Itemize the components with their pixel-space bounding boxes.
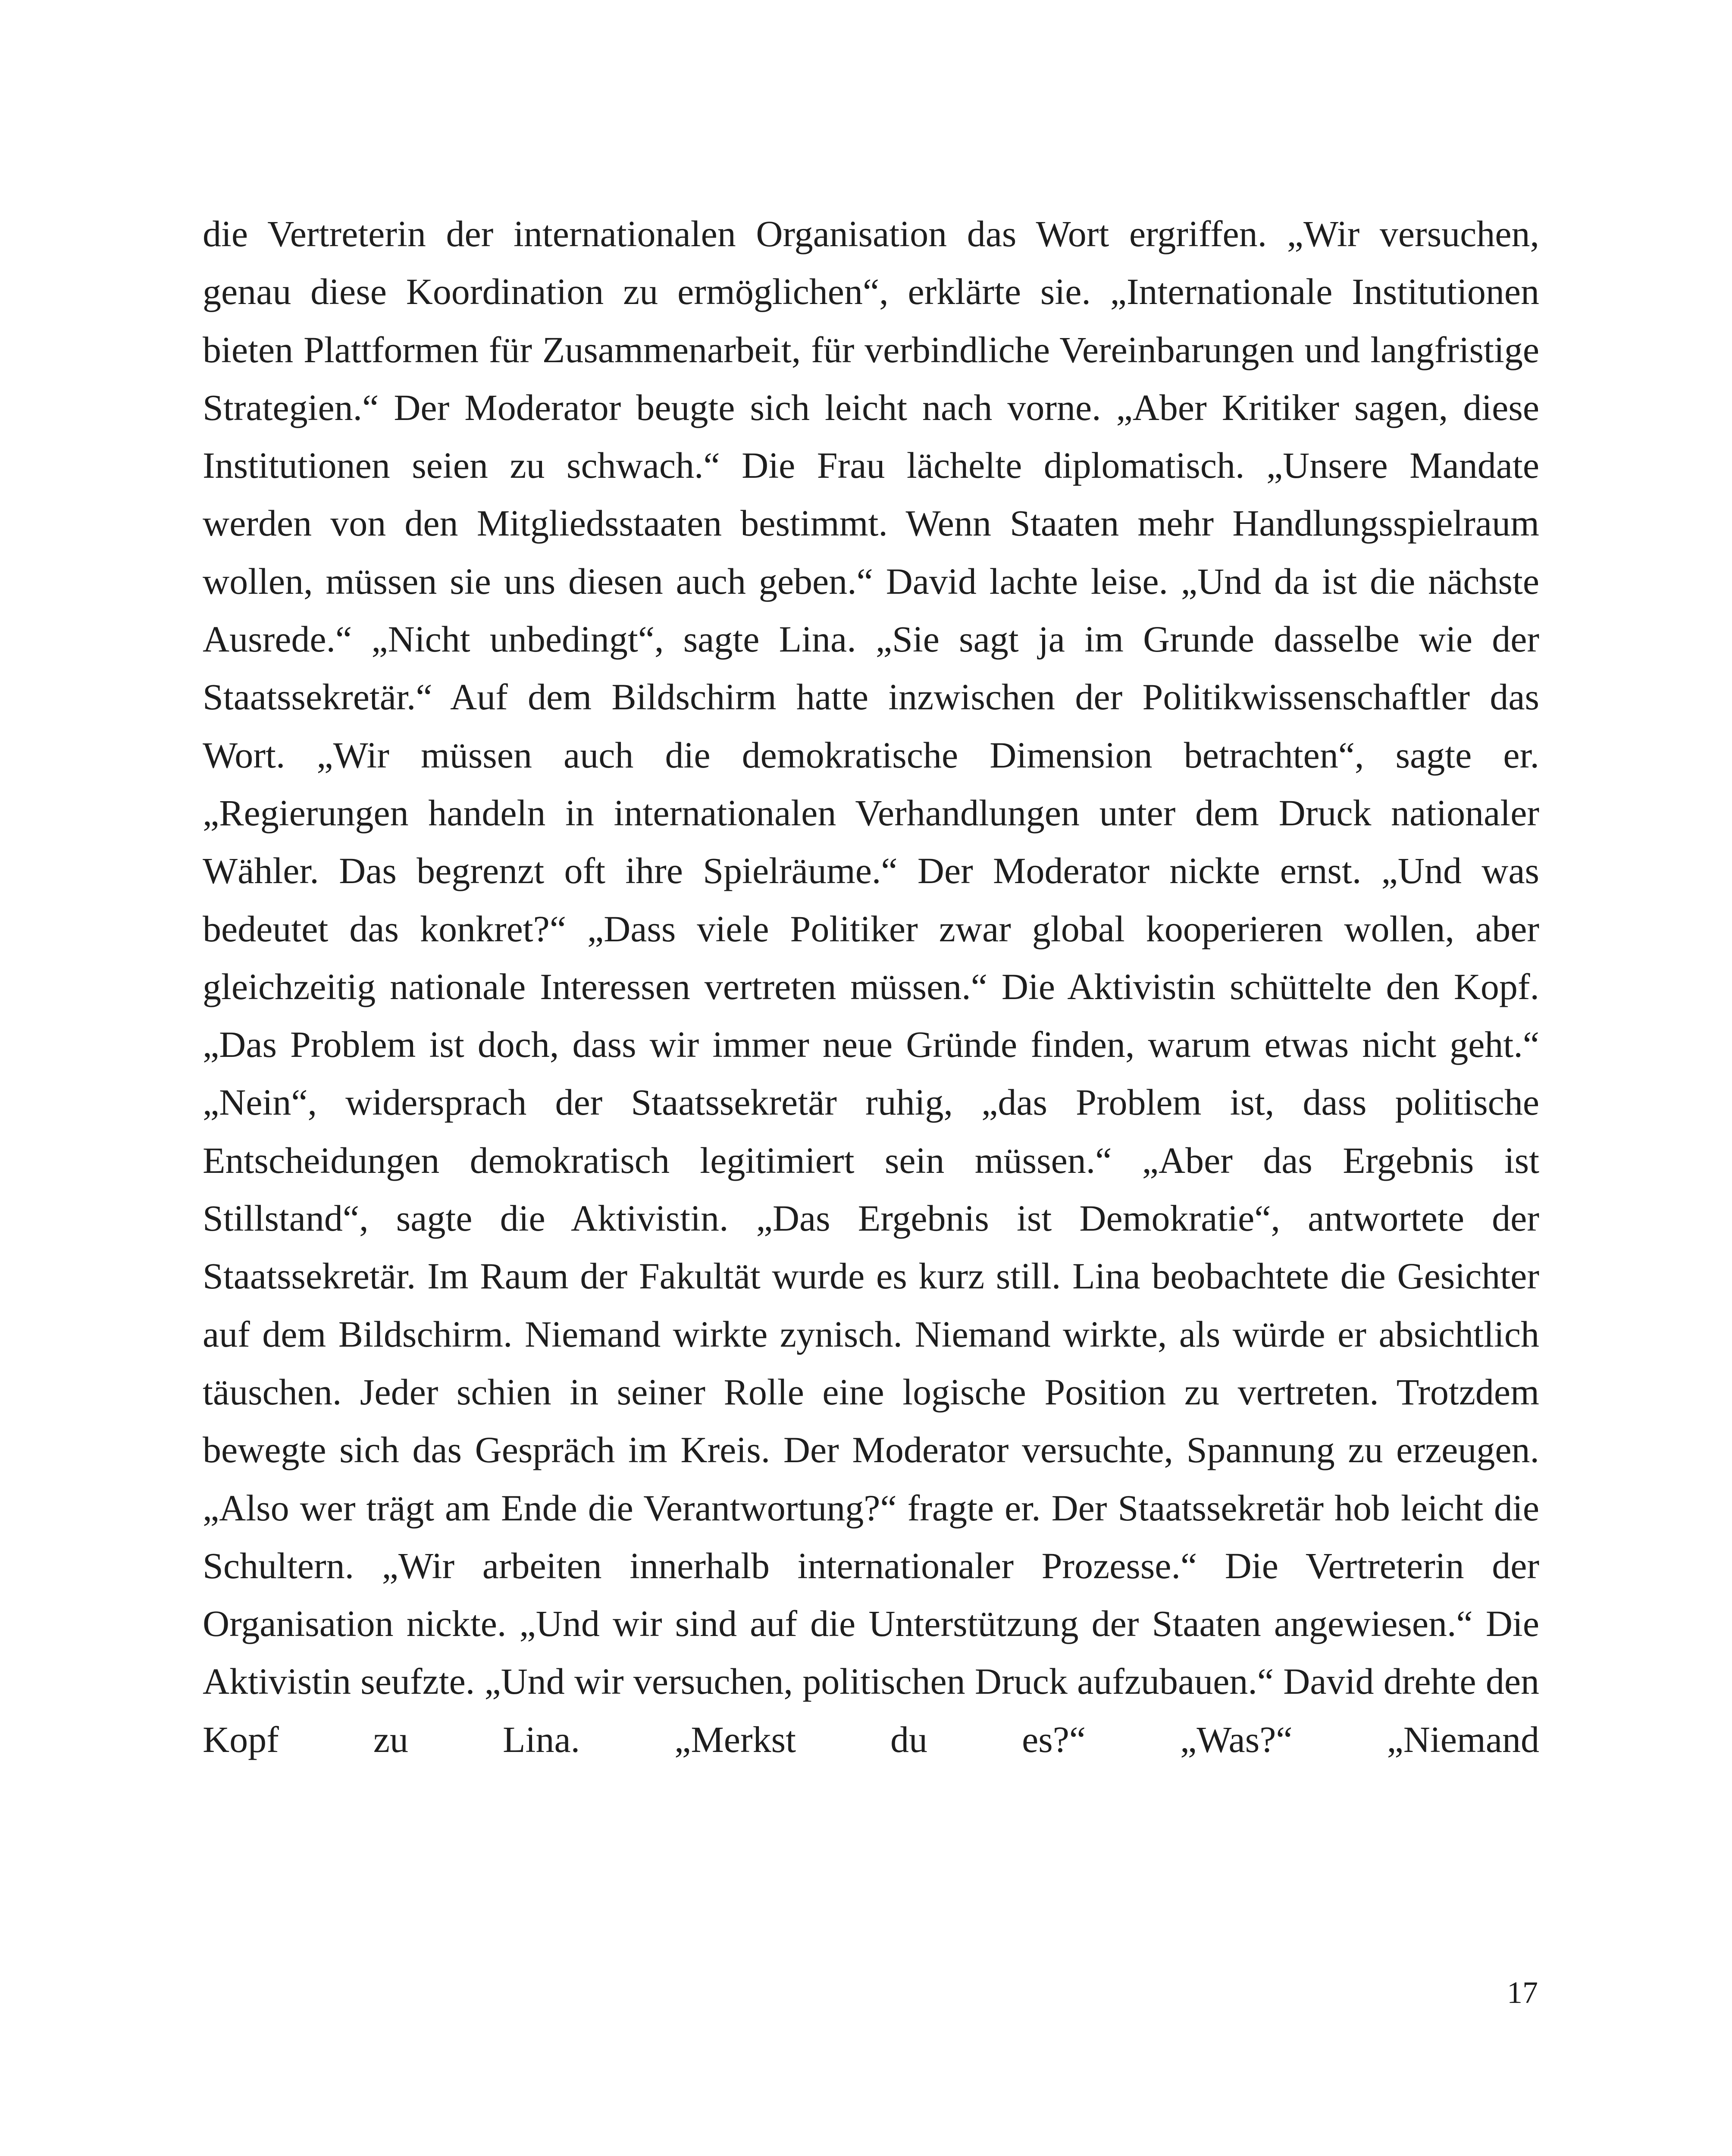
body-paragraph: die Vertreterin der internationalen Organisation das Wort ergriffen. „Wir versuchen, genau diese Koordination zu ermöglichen“, erklärte sie. „Internationale Institutionen bieten Plattformen für Zusammenarbeit, für verbindliche Vereinbarungen und langfristige Strategien.“ Der Moderator beugte sich leicht nach vorne. „Aber Kritiker sagen, diese Institutionen seien zu schwach.“ Die Frau lächelte diplomatisch. „Unsere Mandate werden von den Mitgliedsstaaten bestimmt. Wenn Staaten mehr Handlungsspielraum wollen, müssen sie uns diesen auch geben.“ David lachte leise. „Und da ist die nächste Ausrede.“ „Nicht unbedingt“, sagte Lina. „Sie sagt ja im Grunde dasselbe wie der Staatssekretär.“ Auf dem Bildschirm hatte inzwischen der Politikwissenschaftler das Wort. „Wir müssen auch die demokratische Dimension betrachten“, sagte er. „Regierungen handeln in internationalen Verhandlungen unter dem Druck nationaler Wähler. Das begrenzt oft ihre Spielräume.“ Der Moderator nickte ernst. „Und was bedeutet das konkret?“ „Dass viele Politiker zwar global kooperieren wollen, aber gleichzeitig nationale Interessen vertreten müssen.“ Die Aktivistin schüttelte den Kopf. „Das Problem ist doch, dass wir immer neue Gründe finden, warum etwas nicht geht.“ „Nein“, widersprach der Staatssekretär ruhig, „das Problem ist, dass politische Entscheidungen demokratisch legitimiert sein müssen.“ „Aber das Ergebnis ist Stillstand“, sagte die Aktivistin. „Das Ergebnis ist Demokratie“, antwortete der Staatssekretär. Im Raum der Fakultät wurde es kurz still. Lina beobachtete die Gesichter auf dem Bildschirm. Niemand wirkte zynisch. Niemand wirkte, als würde er absichtlich täuschen. Jeder schien in seiner Rolle eine logische Position zu vertreten. Trotzdem bewegte sich das Gespräch im Kreis. Der Moderator versuchte, Spannung zu erzeugen. „Also wer trägt am Ende die Verantwortung?“ fragte er. Der Staatssekretär hob leicht die Schultern. „Wir arbeiten innerhalb internationaler Prozesse.“ Die Vertreterin der Organisation nickte. „Und wir sind auf die Unterstützung der Staaten angewiesen.“ Die Aktivistin seufzte. „Und wir versuchen, politischen Druck aufzubauen.“ David drehte den Kopf zu Lina. „Merkst du es?“ „Was?“ „Niemand: [203, 213, 1539, 1760]
page-number: 17: [1507, 1975, 1538, 2010]
